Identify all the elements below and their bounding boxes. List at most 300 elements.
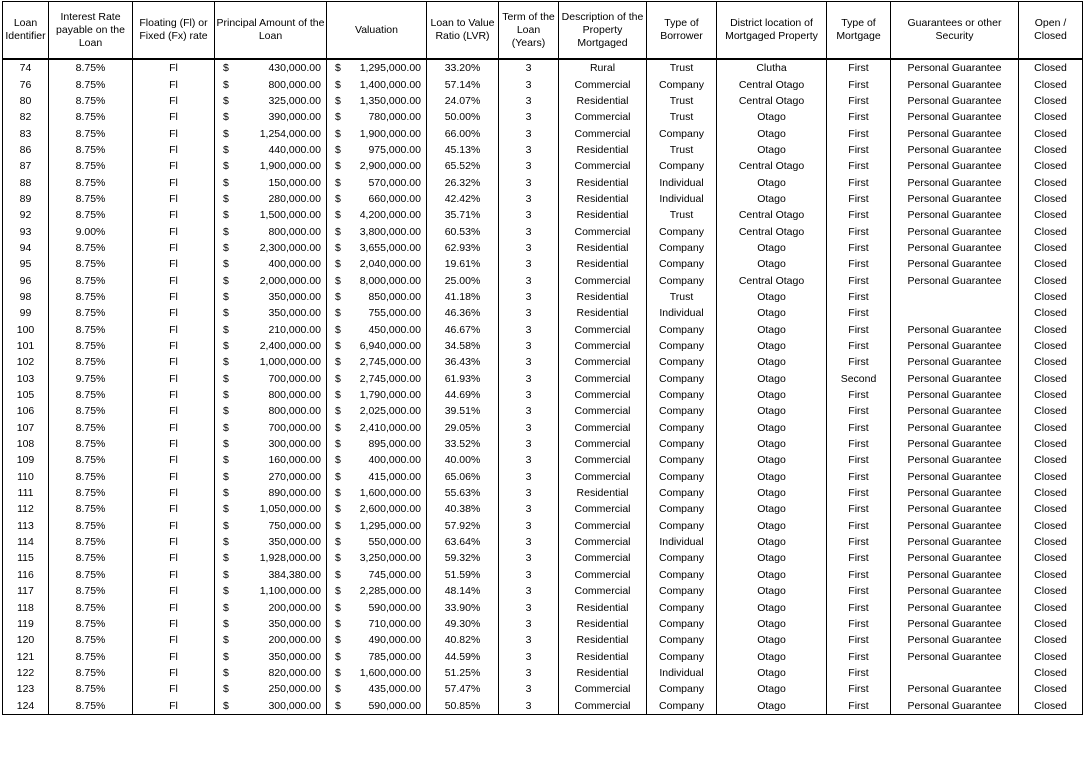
currency-symbol: $ bbox=[223, 323, 229, 336]
lvr-cell: 40.82% bbox=[427, 632, 499, 648]
borrower-type-cell: Company bbox=[647, 485, 717, 501]
lvr-cell: 44.59% bbox=[427, 648, 499, 664]
property-description-cell: Commercial bbox=[559, 436, 647, 452]
valuation-cell bbox=[327, 583, 427, 599]
lvr-cell: 60.53% bbox=[427, 223, 499, 239]
currency-symbol: $ bbox=[223, 111, 229, 124]
interest-rate-cell: 8.75% bbox=[49, 599, 133, 615]
borrower-type-cell: Company bbox=[647, 158, 717, 174]
loan-id-cell: 74 bbox=[3, 59, 49, 76]
valuation-cell bbox=[327, 93, 427, 109]
principal-cell bbox=[215, 93, 327, 109]
interest-rate-cell: 8.75% bbox=[49, 174, 133, 190]
rate-type-cell: Fl bbox=[133, 452, 215, 468]
currency-symbol: $ bbox=[335, 307, 341, 320]
rate-type-cell: Fl bbox=[133, 59, 215, 76]
loan-id-cell: 122 bbox=[3, 665, 49, 681]
currency-symbol: $ bbox=[223, 519, 229, 532]
guarantee-cell: Personal Guarantee bbox=[891, 567, 1019, 583]
mortgage-type-cell: First bbox=[827, 338, 891, 354]
district-cell: Central Otago bbox=[717, 93, 827, 109]
borrower-type-cell: Company bbox=[647, 387, 717, 403]
property-description-cell: Commercial bbox=[559, 501, 647, 517]
currency-symbol: $ bbox=[223, 699, 229, 712]
table-row bbox=[3, 371, 1083, 387]
amount-value: 1,900,000.00 bbox=[359, 127, 421, 140]
property-description-cell: Residential bbox=[559, 191, 647, 207]
lvr-cell: 40.00% bbox=[427, 452, 499, 468]
valuation-cell bbox=[327, 681, 427, 697]
term-cell: 3 bbox=[499, 403, 559, 419]
currency-symbol: $ bbox=[223, 307, 229, 320]
interest-rate-cell: 8.75% bbox=[49, 256, 133, 272]
principal-cell bbox=[215, 207, 327, 223]
valuation-cell bbox=[327, 223, 427, 239]
valuation-cell bbox=[327, 452, 427, 468]
status-cell: Closed bbox=[1019, 338, 1083, 354]
lvr-cell: 55.63% bbox=[427, 485, 499, 501]
term-cell: 3 bbox=[499, 387, 559, 403]
valuation-cell bbox=[327, 207, 427, 223]
currency-symbol: $ bbox=[335, 111, 341, 124]
amount-value: 2,285,000.00 bbox=[359, 585, 421, 598]
principal-cell bbox=[215, 632, 327, 648]
amount-value: 755,000.00 bbox=[368, 307, 421, 320]
status-cell: Closed bbox=[1019, 403, 1083, 419]
lvr-cell: 51.25% bbox=[427, 665, 499, 681]
currency-symbol: $ bbox=[335, 192, 341, 205]
term-cell: 3 bbox=[499, 76, 559, 92]
borrower-type-cell: Individual bbox=[647, 174, 717, 190]
amount-value: 200,000.00 bbox=[268, 634, 321, 647]
property-description-cell: Residential bbox=[559, 665, 647, 681]
lvr-cell: 41.18% bbox=[427, 289, 499, 305]
mortgage-type-cell: First bbox=[827, 567, 891, 583]
district-cell: Otago bbox=[717, 599, 827, 615]
guarantee-cell: Personal Guarantee bbox=[891, 76, 1019, 92]
district-cell: Central Otago bbox=[717, 207, 827, 223]
borrower-type-cell: Company bbox=[647, 632, 717, 648]
district-cell: Otago bbox=[717, 452, 827, 468]
rate-type-cell: Fl bbox=[133, 681, 215, 697]
currency-symbol: $ bbox=[335, 470, 341, 483]
currency-symbol: $ bbox=[223, 568, 229, 581]
valuation-cell bbox=[327, 322, 427, 338]
borrower-type-cell: Individual bbox=[647, 534, 717, 550]
term-cell: 3 bbox=[499, 648, 559, 664]
valuation-cell bbox=[327, 59, 427, 76]
currency-symbol: $ bbox=[335, 666, 341, 679]
mortgage-type-cell: First bbox=[827, 501, 891, 517]
mortgage-type-cell: First bbox=[827, 420, 891, 436]
loan-id-cell: 92 bbox=[3, 207, 49, 223]
interest-rate-cell: 8.75% bbox=[49, 420, 133, 436]
valuation-cell bbox=[327, 485, 427, 501]
guarantee-cell: Personal Guarantee bbox=[891, 109, 1019, 125]
loan-id-cell: 124 bbox=[3, 697, 49, 714]
table-row bbox=[3, 174, 1083, 190]
currency-symbol: $ bbox=[335, 487, 341, 500]
interest-rate-cell: 8.75% bbox=[49, 305, 133, 321]
term-cell: 3 bbox=[499, 534, 559, 550]
amount-value: 8,000,000.00 bbox=[359, 274, 421, 287]
status-cell: Closed bbox=[1019, 387, 1083, 403]
valuation-cell bbox=[327, 469, 427, 485]
lvr-cell: 46.67% bbox=[427, 322, 499, 338]
property-description-cell: Rural bbox=[559, 59, 647, 76]
borrower-type-cell: Trust bbox=[647, 59, 717, 76]
amount-value: 1,254,000.00 bbox=[259, 127, 321, 140]
interest-rate-cell: 8.75% bbox=[49, 485, 133, 501]
status-cell: Closed bbox=[1019, 697, 1083, 714]
status-cell: Closed bbox=[1019, 322, 1083, 338]
borrower-type-cell: Company bbox=[647, 223, 717, 239]
borrower-type-cell: Company bbox=[647, 403, 717, 419]
valuation-cell bbox=[327, 420, 427, 436]
status-cell: Closed bbox=[1019, 452, 1083, 468]
valuation-cell bbox=[327, 272, 427, 288]
principal-cell bbox=[215, 109, 327, 125]
interest-rate-cell: 8.75% bbox=[49, 403, 133, 419]
district-cell: Otago bbox=[717, 534, 827, 550]
interest-rate-cell: 8.75% bbox=[49, 452, 133, 468]
property-description-cell: Residential bbox=[559, 632, 647, 648]
property-description-cell: Residential bbox=[559, 142, 647, 158]
status-cell: Closed bbox=[1019, 305, 1083, 321]
table-row bbox=[3, 436, 1083, 452]
amount-value: 400,000.00 bbox=[368, 454, 421, 467]
term-cell: 3 bbox=[499, 256, 559, 272]
borrower-type-cell: Company bbox=[647, 616, 717, 632]
currency-symbol: $ bbox=[223, 94, 229, 107]
mortgage-type-cell: First bbox=[827, 452, 891, 468]
term-cell: 3 bbox=[499, 599, 559, 615]
status-cell: Closed bbox=[1019, 648, 1083, 664]
status-cell: Closed bbox=[1019, 223, 1083, 239]
currency-symbol: $ bbox=[335, 225, 341, 238]
amount-value: 200,000.00 bbox=[268, 601, 321, 614]
lvr-cell: 33.90% bbox=[427, 599, 499, 615]
mortgage-type-cell: First bbox=[827, 289, 891, 305]
valuation-cell bbox=[327, 289, 427, 305]
mortgage-type-cell: First bbox=[827, 550, 891, 566]
mortgage-type-cell: First bbox=[827, 322, 891, 338]
rate-type-cell: Fl bbox=[133, 697, 215, 714]
term-cell: 3 bbox=[499, 632, 559, 648]
guarantee-cell: Personal Guarantee bbox=[891, 93, 1019, 109]
term-cell: 3 bbox=[499, 436, 559, 452]
status-cell: Closed bbox=[1019, 142, 1083, 158]
status-cell: Closed bbox=[1019, 485, 1083, 501]
table-row bbox=[3, 338, 1083, 354]
status-cell: Closed bbox=[1019, 371, 1083, 387]
currency-symbol: $ bbox=[335, 290, 341, 303]
amount-value: 2,000,000.00 bbox=[259, 274, 321, 287]
currency-symbol: $ bbox=[223, 143, 229, 156]
mortgage-type-cell: First bbox=[827, 76, 891, 92]
district-cell: Otago bbox=[717, 289, 827, 305]
amount-value: 800,000.00 bbox=[268, 78, 321, 91]
currency-symbol: $ bbox=[335, 209, 341, 222]
currency-symbol: $ bbox=[223, 340, 229, 353]
amount-value: 820,000.00 bbox=[268, 666, 321, 679]
interest-rate-cell: 8.75% bbox=[49, 436, 133, 452]
amount-value: 1,100,000.00 bbox=[259, 585, 321, 598]
amount-value: 384,380.00 bbox=[268, 568, 321, 581]
borrower-type-cell: Company bbox=[647, 648, 717, 664]
lvr-cell: 24.07% bbox=[427, 93, 499, 109]
amount-value: 300,000.00 bbox=[268, 699, 321, 712]
status-cell: Closed bbox=[1019, 534, 1083, 550]
borrower-type-cell: Company bbox=[647, 599, 717, 615]
amount-value: 2,410,000.00 bbox=[359, 421, 421, 434]
rate-type-cell: Fl bbox=[133, 648, 215, 664]
principal-cell bbox=[215, 697, 327, 714]
guarantee-cell: Personal Guarantee bbox=[891, 550, 1019, 566]
district-cell: Otago bbox=[717, 681, 827, 697]
loan-id-cell: 116 bbox=[3, 567, 49, 583]
table-row bbox=[3, 354, 1083, 370]
district-cell: Otago bbox=[717, 469, 827, 485]
term-cell: 3 bbox=[499, 697, 559, 714]
property-description-cell: Residential bbox=[559, 305, 647, 321]
table-row bbox=[3, 322, 1083, 338]
table-row bbox=[3, 93, 1083, 109]
district-cell: Clutha bbox=[717, 59, 827, 76]
valuation-cell bbox=[327, 648, 427, 664]
term-cell: 3 bbox=[499, 452, 559, 468]
rate-type-cell: Fl bbox=[133, 665, 215, 681]
principal-cell bbox=[215, 501, 327, 517]
borrower-type-cell: Company bbox=[647, 76, 717, 92]
interest-rate-cell: 8.75% bbox=[49, 109, 133, 125]
interest-rate-cell: 8.75% bbox=[49, 567, 133, 583]
guarantee-cell: Personal Guarantee bbox=[891, 338, 1019, 354]
currency-symbol: $ bbox=[223, 192, 229, 205]
currency-symbol: $ bbox=[335, 78, 341, 91]
district-cell: Central Otago bbox=[717, 76, 827, 92]
borrower-type-cell: Company bbox=[647, 322, 717, 338]
currency-symbol: $ bbox=[223, 160, 229, 173]
term-cell: 3 bbox=[499, 207, 559, 223]
district-cell: Otago bbox=[717, 371, 827, 387]
district-cell: Otago bbox=[717, 191, 827, 207]
district-cell: Otago bbox=[717, 583, 827, 599]
valuation-cell bbox=[327, 403, 427, 419]
principal-cell bbox=[215, 387, 327, 403]
principal-cell bbox=[215, 223, 327, 239]
amount-value: 750,000.00 bbox=[268, 519, 321, 532]
mortgage-type-cell: First bbox=[827, 697, 891, 714]
mortgage-type-cell: First bbox=[827, 387, 891, 403]
property-description-cell: Commercial bbox=[559, 223, 647, 239]
principal-cell bbox=[215, 272, 327, 288]
term-cell: 3 bbox=[499, 158, 559, 174]
mortgage-type-cell: First bbox=[827, 485, 891, 501]
status-cell: Closed bbox=[1019, 632, 1083, 648]
amount-value: 440,000.00 bbox=[268, 143, 321, 156]
district-cell: Otago bbox=[717, 567, 827, 583]
term-cell: 3 bbox=[499, 354, 559, 370]
amount-value: 745,000.00 bbox=[368, 568, 421, 581]
term-cell: 3 bbox=[499, 289, 559, 305]
status-cell: Closed bbox=[1019, 109, 1083, 125]
property-description-cell: Commercial bbox=[559, 354, 647, 370]
principal-cell bbox=[215, 469, 327, 485]
district-cell: Otago bbox=[717, 550, 827, 566]
mortgage-type-cell: First bbox=[827, 534, 891, 550]
borrower-type-cell: Company bbox=[647, 240, 717, 256]
amount-value: 800,000.00 bbox=[268, 225, 321, 238]
district-cell: Otago bbox=[717, 485, 827, 501]
loan-id-cell: 109 bbox=[3, 452, 49, 468]
mortgage-type-cell: First bbox=[827, 599, 891, 615]
loan-id-cell: 100 bbox=[3, 322, 49, 338]
currency-symbol: $ bbox=[335, 176, 341, 189]
lvr-cell: 46.36% bbox=[427, 305, 499, 321]
currency-symbol: $ bbox=[335, 454, 341, 467]
borrower-type-cell: Company bbox=[647, 501, 717, 517]
currency-symbol: $ bbox=[335, 94, 341, 107]
principal-cell bbox=[215, 142, 327, 158]
principal-cell bbox=[215, 125, 327, 141]
term-cell: 3 bbox=[499, 142, 559, 158]
district-cell: Central Otago bbox=[717, 158, 827, 174]
amount-value: 1,050,000.00 bbox=[259, 503, 321, 516]
rate-type-cell: Fl bbox=[133, 256, 215, 272]
guarantee-cell: Personal Guarantee bbox=[891, 387, 1019, 403]
property-description-cell: Residential bbox=[559, 648, 647, 664]
district-cell: Otago bbox=[717, 403, 827, 419]
guarantee-cell: Personal Guarantee bbox=[891, 648, 1019, 664]
principal-cell bbox=[215, 485, 327, 501]
amount-value: 350,000.00 bbox=[268, 536, 321, 549]
rate-type-cell: Fl bbox=[133, 550, 215, 566]
mortgage-type-cell: First bbox=[827, 305, 891, 321]
amount-value: 550,000.00 bbox=[368, 536, 421, 549]
loan-id-cell: 95 bbox=[3, 256, 49, 272]
loan-id-cell: 105 bbox=[3, 387, 49, 403]
table-row bbox=[3, 501, 1083, 517]
amount-value: 280,000.00 bbox=[268, 192, 321, 205]
amount-value: 890,000.00 bbox=[268, 487, 321, 500]
status-cell: Closed bbox=[1019, 256, 1083, 272]
status-cell: Closed bbox=[1019, 518, 1083, 534]
mortgage-type-cell: First bbox=[827, 632, 891, 648]
term-cell: 3 bbox=[499, 371, 559, 387]
loan-id-cell: 93 bbox=[3, 223, 49, 239]
status-cell: Closed bbox=[1019, 207, 1083, 223]
col-header-mortgage-type: Type of Mortgage bbox=[827, 2, 891, 60]
valuation-cell bbox=[327, 387, 427, 403]
amount-value: 490,000.00 bbox=[368, 634, 421, 647]
table-row bbox=[3, 256, 1083, 272]
principal-cell bbox=[215, 322, 327, 338]
amount-value: 400,000.00 bbox=[268, 258, 321, 271]
table-row bbox=[3, 191, 1083, 207]
status-cell: Closed bbox=[1019, 272, 1083, 288]
rate-type-cell: Fl bbox=[133, 272, 215, 288]
guarantee-cell: Personal Guarantee bbox=[891, 371, 1019, 387]
loan-id-cell: 123 bbox=[3, 681, 49, 697]
amount-value: 4,200,000.00 bbox=[359, 209, 421, 222]
lvr-cell: 33.20% bbox=[427, 59, 499, 76]
lvr-cell: 34.58% bbox=[427, 338, 499, 354]
amount-value: 1,600,000.00 bbox=[359, 487, 421, 500]
status-cell: Closed bbox=[1019, 599, 1083, 615]
interest-rate-cell: 8.75% bbox=[49, 338, 133, 354]
rate-type-cell: Fl bbox=[133, 125, 215, 141]
lvr-cell: 25.00% bbox=[427, 272, 499, 288]
principal-cell bbox=[215, 648, 327, 664]
borrower-type-cell: Trust bbox=[647, 207, 717, 223]
currency-symbol: $ bbox=[223, 258, 229, 271]
property-description-cell: Commercial bbox=[559, 76, 647, 92]
loan-id-cell: 96 bbox=[3, 272, 49, 288]
rate-type-cell: Fl bbox=[133, 142, 215, 158]
principal-cell bbox=[215, 240, 327, 256]
amount-value: 570,000.00 bbox=[368, 176, 421, 189]
term-cell: 3 bbox=[499, 518, 559, 534]
district-cell: Otago bbox=[717, 338, 827, 354]
table-row bbox=[3, 387, 1083, 403]
amount-value: 975,000.00 bbox=[368, 143, 421, 156]
amount-value: 450,000.00 bbox=[368, 323, 421, 336]
district-cell: Otago bbox=[717, 142, 827, 158]
mortgage-type-cell: First bbox=[827, 616, 891, 632]
property-description-cell: Residential bbox=[559, 289, 647, 305]
property-description-cell: Commercial bbox=[559, 583, 647, 599]
currency-symbol: $ bbox=[223, 127, 229, 140]
interest-rate-cell: 8.75% bbox=[49, 665, 133, 681]
term-cell: 3 bbox=[499, 191, 559, 207]
guarantee-cell: Personal Guarantee bbox=[891, 681, 1019, 697]
term-cell: 3 bbox=[499, 59, 559, 76]
property-description-cell: Commercial bbox=[559, 272, 647, 288]
rate-type-cell: Fl bbox=[133, 338, 215, 354]
interest-rate-cell: 9.00% bbox=[49, 223, 133, 239]
table-row bbox=[3, 534, 1083, 550]
guarantee-cell: Personal Guarantee bbox=[891, 403, 1019, 419]
rate-type-cell: Fl bbox=[133, 567, 215, 583]
amount-value: 1,500,000.00 bbox=[259, 209, 321, 222]
lvr-cell: 48.14% bbox=[427, 583, 499, 599]
principal-cell bbox=[215, 665, 327, 681]
rate-type-cell: Fl bbox=[133, 223, 215, 239]
amount-value: 2,900,000.00 bbox=[359, 160, 421, 173]
rate-type-cell: Fl bbox=[133, 583, 215, 599]
term-cell: 3 bbox=[499, 109, 559, 125]
status-cell: Closed bbox=[1019, 583, 1083, 599]
rate-type-cell: Fl bbox=[133, 469, 215, 485]
lvr-cell: 39.51% bbox=[427, 403, 499, 419]
loan-id-cell: 106 bbox=[3, 403, 49, 419]
principal-cell bbox=[215, 371, 327, 387]
principal-cell bbox=[215, 174, 327, 190]
property-description-cell: Commercial bbox=[559, 518, 647, 534]
amount-value: 270,000.00 bbox=[268, 470, 321, 483]
lvr-cell: 45.13% bbox=[427, 142, 499, 158]
amount-value: 300,000.00 bbox=[268, 438, 321, 451]
table-row bbox=[3, 76, 1083, 92]
loan-id-cell: 82 bbox=[3, 109, 49, 125]
loan-id-cell: 121 bbox=[3, 648, 49, 664]
guarantee-cell: Personal Guarantee bbox=[891, 697, 1019, 714]
interest-rate-cell: 8.75% bbox=[49, 534, 133, 550]
loan-id-cell: 76 bbox=[3, 76, 49, 92]
currency-symbol: $ bbox=[223, 78, 229, 91]
status-cell: Closed bbox=[1019, 436, 1083, 452]
